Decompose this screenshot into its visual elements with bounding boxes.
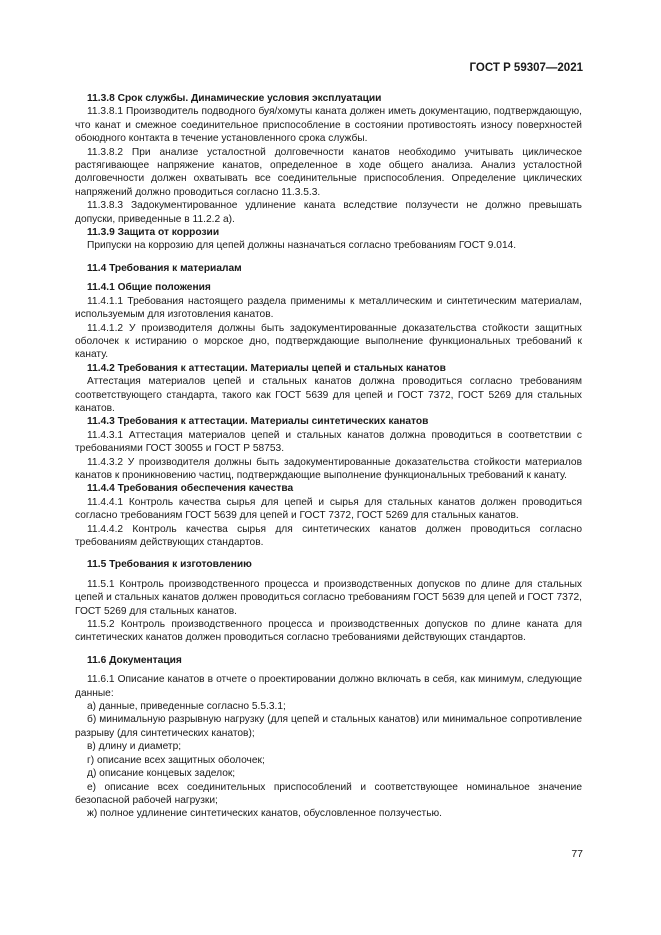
section-heading-11-4: 11.4 Требования к материалам <box>87 262 242 274</box>
page-number: 77 <box>571 848 583 860</box>
section-heading-11-6: 11.6 Документация <box>87 654 182 666</box>
list-item-g: г) описание всех защитных оболочек; <box>87 754 265 766</box>
paragraph-corrosion: Припуски на коррозию для цепей должны назначаться согласно требованиям ГОСТ 9.014. <box>87 240 517 252</box>
paragraph-11-3-8-2: 11.3.8.2 При анализе усталостной долговечности канатов необходимо учитывать циклическое растягивающее напряжение канатов, определенное в ходе общего анализа. Анализ усталостной долговечности должен охватывать все соединительные приспособления. Определение циклических напряжений должно проводиться согласно 11.3.5.3. <box>75 146 582 198</box>
heading-11-4-1: 11.4.1 Общие положения <box>87 282 211 294</box>
list-item-d: д) описание концевых заделок; <box>87 768 236 780</box>
heading-11-4-2: 11.4.2 Требования к аттестации. Материалы цепей и стальных канатов <box>87 362 446 374</box>
heading-11-3-9: 11.3.9 Защита от коррозии <box>87 227 220 239</box>
section-heading-11-5: 11.5 Требования к изготовлению <box>87 559 252 571</box>
list-item-b: б) минимальную разрывную нагрузку (для цепей и стальных канатов) или минимальное сопротивление разрыву (для синтетических канатов); <box>75 714 582 739</box>
paragraph-11-4-2: Аттестация материалов цепей и стальных канатов должна проводиться согласно требованиям соответствующего стандарта, такого как ГОСТ 5639 для цепей и ГОСТ 7372, ГОСТ 5269 для стальных канатов. <box>75 376 582 414</box>
list-item-zh: ж) полное удлинение синтетических канатов, обусловленное ползучестью. <box>87 808 442 820</box>
list-item-v: в) длину и диаметр; <box>87 741 182 753</box>
paragraph-11-6-1: 11.6.1 Описание канатов в отчете о проектировании должно включать в себя, как минимум, следующие данные: <box>75 674 582 699</box>
heading-11-4-3: 11.4.3 Требования к аттестации. Материалы синтетических канатов <box>87 416 429 428</box>
paragraph-11-4-1-1: 11.4.1.1 Требования настоящего раздела применимы к металлическим и синтетическим материалам, используемым для изготовления канатов. <box>75 295 582 321</box>
paragraph-11-4-4-1: 11.4.4.1 Контроль качества сырья для цепей и сырья для стальных канатов должен проводиться согласно требованиям ГОСТ 5639 для цепей и ГОСТ 7372, ГОСТ 5269 для стальных канатов. <box>75 496 582 522</box>
list-item-e: е) описание всех соединительных приспособлений и соответствующее номинальное значение безопасной рабочей нагрузки; <box>75 781 582 806</box>
heading-11-4-4: 11.4.4 Требования обеспечения качества <box>87 483 294 495</box>
document-id: ГОСТ Р 59307—2021 <box>469 62 583 74</box>
paragraph-11-4-3-2: 11.4.3.2 У производителя должны быть задокументированные доказательства стойкости материалов канатов к проникновению частиц, подтверждающие выполнение функциональных требований к канату. <box>75 456 582 481</box>
paragraph-11-4-3-1: 11.4.3.1 Аттестация материалов цепей и стальных канатов должна проводиться в соответствии с требованиями ГОСТ 30055 и ГОСТ Р 58753. <box>75 429 582 455</box>
document-body <box>75 92 582 821</box>
paragraph-11-3-8-1: 11.3.8.1 Производитель подводного буя/хомуты каната должен иметь документацию, подтверждающую, что канат и смежное соединительное приспособление в состоянии противостоять износу поверхностей обоюдного контакта в течение установленного срока службы. <box>75 106 582 145</box>
paragraph-11-5-1: 11.5.1 Контроль производственного процесса и производственных допусков по длине для стальных цепей и стальных канатов должен проводиться согласно требованиям ГОСТ 5639 для цепей и ГОСТ 7372, ГОСТ 5269 для стальных канатов. <box>75 578 582 617</box>
paragraph-11-4-4-2: 11.4.4.2 Контроль качества сырья для синтетических канатов должен проводиться согласно требованиям действующих стандартов. <box>75 523 582 548</box>
paragraph-11-4-1-2: 11.4.1.2 У производителя должны быть задокументированные доказательства стойкости защитных оболочек к истиранию о морское дно, подтверждающие выполнение функциональных требований к канату. <box>75 322 582 361</box>
paragraph-11-5-2: 11.5.2 Контроль производственного процесса и производственных допусков по длине каната для синтетических канатов должен проводиться согласно требованиями действующих стандартов. <box>75 619 582 644</box>
list-item-a: а) данные, приведенные согласно 5.5.3.1; <box>87 701 286 713</box>
heading-11-3-8: 11.3.8 Срок службы. Динамические условия эксплуатации <box>87 93 382 104</box>
paragraph-11-3-8-3: 11.3.8.3 Задокументированное удлинение каната вследствие ползучести не должно превышать допуски, приведенные в 11.2.2 а). <box>75 200 582 225</box>
